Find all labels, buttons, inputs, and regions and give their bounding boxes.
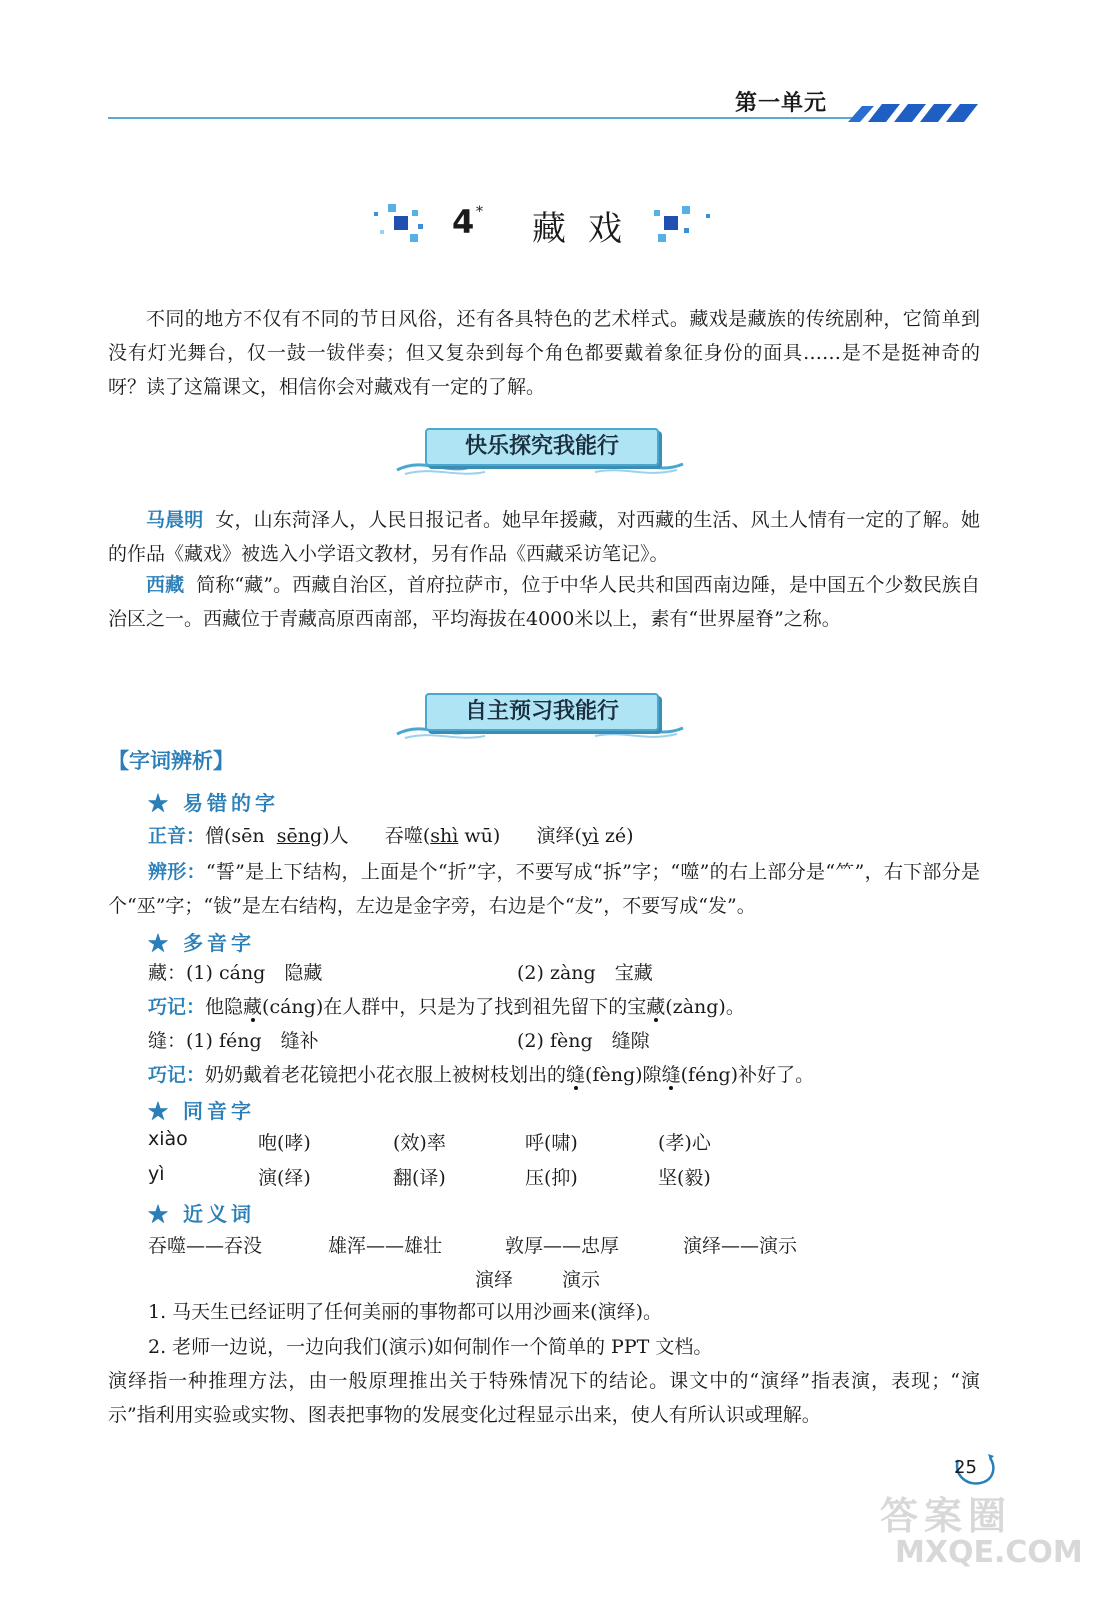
heading-polyphone: ★ 多音字 — [148, 931, 255, 955]
text-seg: 藏 — [243, 996, 263, 1018]
watermark-url: MXQE.COM — [895, 1535, 1083, 1570]
section-label: 【字词辨析】 — [108, 749, 234, 773]
synonym-explanation: 演绎指一种推理方法，由一般原理推出关于特殊情况下的结论。课文中的“演绎”指表演，表现；“演示”指利用实验或实物、图表把事物的发展变化过程显示出来，使人有所认识或理解。 — [108, 1370, 980, 1426]
synonym-pair: 雄浑——雄壮 — [328, 1235, 443, 1257]
zhengyin-label: 正音： — [148, 825, 206, 847]
homophone-word: (效)率 — [393, 1132, 446, 1154]
text-seg: yì — [581, 825, 599, 847]
synonym-sentence: 2. 老师一边说，一边向我们(演示)如何制作一个简单的 PPT 文档。 — [148, 1336, 713, 1358]
qiaoji-label: 巧记： — [148, 996, 206, 1018]
poly-reading: (1) cáng 隐藏 — [186, 962, 323, 984]
text-seg: 演绎( — [536, 825, 582, 847]
text-seg: 缝 — [661, 1064, 681, 1086]
poly-reading: (1) féng 缝补 — [186, 1030, 319, 1052]
homophone-word: 演(绎) — [258, 1167, 311, 1189]
term-text: 女，山东菏泽人，人民日报记者。她早年援藏，对西藏的生活、风土人情有一定的了解。她的作品《藏戏》被选入小学语文教材，另有作品《西藏采访笔记》。 — [108, 509, 980, 565]
text-seg: 奶奶戴着老花镜把小花衣服上被树枝划出的 — [205, 1064, 567, 1086]
polyphone-cang-2: (2) zàng 宝藏 — [517, 962, 653, 984]
poly-char: 缝： — [148, 1030, 187, 1052]
text-seg: (zàng)。 — [665, 996, 745, 1018]
text-seg: )人 — [322, 825, 349, 847]
qiaoji-1 — [148, 990, 745, 1024]
text-seg: 僧(sēn — [205, 825, 265, 847]
homophone-pinyin: yì — [148, 1163, 165, 1185]
section-banner-explore: 快乐探究我能行 — [425, 428, 659, 466]
title-deco-left-icon — [372, 200, 432, 245]
lesson-number: 4 — [452, 203, 475, 241]
text-seg: wū) — [458, 825, 501, 847]
qiaoji-label: 巧记： — [148, 1064, 206, 1086]
note-ma-chenming — [108, 503, 980, 571]
text-seg: 缝 — [566, 1064, 586, 1086]
choice-word: 演绎 — [475, 1269, 514, 1291]
text-seg: 藏 — [646, 996, 666, 1018]
lesson-star: * — [476, 204, 483, 220]
homophone-pinyin: xiào — [148, 1128, 188, 1150]
heading-synonym: ★ 近义词 — [148, 1202, 255, 1226]
synonym-pair: 演绎——演示 — [683, 1235, 798, 1257]
bianxing-paragraph — [108, 855, 980, 923]
homophone-word: (孝)心 — [658, 1132, 711, 1154]
text-seg: shì — [430, 825, 459, 847]
intro-paragraph: 不同的地方不仅有不同的节日风俗，还有各具特色的艺术样式。藏戏是藏族的传统剧种，它简单到没有灯光舞台，仅一鼓一钹伴奏；但又复杂到每个角色都要戴着象征身份的面具……是不是挺神奇的呀？读了这篇课文，相信你会对藏戏有一定的了解。 — [108, 308, 980, 398]
term-label: 马晨明 — [146, 509, 204, 531]
polyphone-cang — [148, 956, 322, 990]
title-deco-right-icon — [650, 200, 720, 245]
synonym-pair: 敦厚——忠厚 — [505, 1235, 620, 1257]
heading-easy-wrong: ★ 易错的字 — [148, 791, 279, 815]
homophone-word: 压(抑) — [525, 1167, 578, 1189]
homophone-word: 坚(毅) — [658, 1167, 711, 1189]
text-seg: (fèng)隙 — [585, 1064, 662, 1086]
polyphone-feng-2: (2) fèng 缝隙 — [517, 1030, 650, 1052]
term-label: 西藏 — [146, 574, 185, 596]
homophone-word: 呼(啸) — [525, 1132, 578, 1154]
unit-title: 第一单元 — [735, 91, 828, 116]
heading-homophone: ★ 同音字 — [148, 1099, 255, 1123]
page-number: 25 — [954, 1457, 977, 1478]
text-seg: 吞噬( — [384, 825, 431, 847]
section-banner-preview: 自主预习我能行 — [425, 693, 659, 731]
text-seg: sēng — [276, 825, 323, 847]
text-seg: (féng)补好了。 — [680, 1064, 815, 1086]
homophone-word: 咆(哮) — [258, 1132, 311, 1154]
header-rule — [108, 117, 856, 119]
zhengyin-line — [148, 819, 634, 853]
text-seg: 他隐 — [205, 996, 244, 1018]
poly-char: 藏： — [148, 962, 187, 984]
bianxing-label: 辨形： — [148, 861, 206, 883]
text-seg: (cáng)在人群中，只是为了找到祖先留下的宝 — [262, 996, 647, 1018]
homophone-word: 翻(译) — [393, 1167, 446, 1189]
choice-word: 演示 — [562, 1269, 601, 1291]
term-text: 简称“藏”。西藏自治区，首府拉萨市，位于中华人民共和国西南边陲，是中国五个少数民族自治区之一。西藏位于青藏高原西南部，平均海拔在4000米以上，素有“世界屋脊”之称。 — [108, 574, 980, 630]
synonym-pair: 吞噬——吞没 — [148, 1235, 263, 1257]
bianxing-text: “誓”是上下结构，上面是个“折”字，不要写成“拆”字；“噬”的右上部分是“⺮”，右下部分是个“巫”字；“钹”是左右结构，左边是金字旁，右边是个“犮”，不要写成“发”。 — [108, 861, 980, 917]
note-xizang — [108, 568, 980, 636]
lesson-title: 藏戏 — [532, 209, 644, 249]
polyphone-feng — [148, 1024, 319, 1058]
qiaoji-2 — [148, 1058, 814, 1092]
synonym-sentence: 1. 马天生已经证明了任何美丽的事物都可以用沙画来(演绎)。 — [148, 1301, 662, 1323]
watermark-text: 答案圈 — [880, 1494, 1013, 1538]
text-seg: zé) — [598, 825, 634, 847]
header-stripes-icon — [848, 100, 980, 122]
